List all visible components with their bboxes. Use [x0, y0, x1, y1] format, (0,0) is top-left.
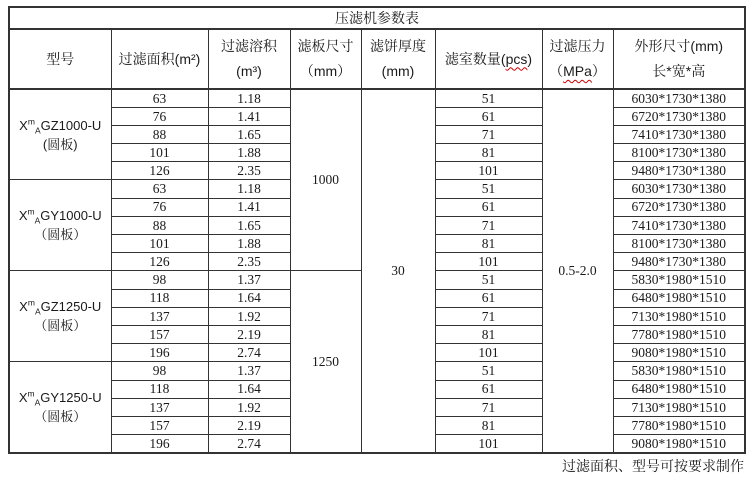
cell-dims: 5830*1980*1510 — [613, 362, 745, 380]
cell-area: 88 — [111, 125, 208, 143]
cell-dims: 7780*1980*1510 — [613, 325, 745, 343]
model-note: （圆板） — [34, 318, 87, 334]
cell-dims: 7130*1980*1510 — [613, 307, 745, 325]
model-rest: GY1250-U — [40, 390, 102, 406]
cell-area: 196 — [111, 344, 208, 362]
cell-area: 63 — [111, 89, 208, 107]
cell-area: 126 — [111, 162, 208, 180]
cell-chambers: 101 — [435, 253, 542, 271]
cell-chambers: 61 — [435, 107, 542, 125]
cell-volume: 1.88 — [208, 235, 290, 253]
cell-dims: 7410*1730*1380 — [613, 125, 745, 143]
cell-plate-size: 1000 — [290, 89, 361, 271]
cell-area: 157 — [111, 416, 208, 434]
cell-chambers: 51 — [435, 89, 542, 107]
cell-volume: 2.74 — [208, 435, 290, 453]
col-header-pressure-unit: （MPa） — [549, 63, 606, 79]
cell-area: 63 — [111, 180, 208, 198]
col-header-area — [111, 29, 208, 89]
cell-dims: 6030*1730*1380 — [613, 180, 745, 198]
model-base: X — [18, 208, 28, 224]
cell-area: 88 — [111, 216, 208, 234]
cell-dims: 6480*1980*1510 — [613, 380, 745, 398]
model-name — [10, 388, 111, 407]
cell-dims: 5830*1980*1510 — [613, 271, 745, 289]
col-header-model-label: 型号 — [46, 50, 75, 67]
col-header-area-label: 过滤面积(m²) — [118, 50, 201, 67]
model-rest: GZ1250-U — [40, 299, 102, 315]
cell-area: 98 — [111, 362, 208, 380]
cell-volume: 1.18 — [208, 180, 290, 198]
cell-dims: 7130*1980*1510 — [613, 398, 745, 416]
model-rest: GY1000-U — [40, 208, 102, 224]
cell-dims: 9480*1730*1380 — [613, 162, 745, 180]
cell-dims: 9480*1730*1380 — [613, 253, 745, 271]
cell-area: 126 — [111, 253, 208, 271]
cell-chambers: 71 — [435, 398, 542, 416]
cell-volume: 2.19 — [208, 325, 290, 343]
cell-volume: 1.65 — [208, 125, 290, 143]
col-header-chambers — [435, 29, 542, 89]
cell-volume: 1.41 — [208, 107, 290, 125]
cell-area: 101 — [111, 235, 208, 253]
model-name — [10, 206, 111, 225]
cell-chambers: 71 — [435, 125, 542, 143]
model-note: （圆板） — [34, 227, 87, 243]
cell-area: 137 — [111, 307, 208, 325]
cell-area: 118 — [111, 289, 208, 307]
cell-dims: 9080*1980*1510 — [613, 435, 745, 453]
model-base: X — [19, 299, 28, 315]
col-header-model — [9, 29, 111, 89]
cell-volume: 1.37 — [208, 362, 290, 380]
model-sup: m — [27, 207, 35, 218]
cell-dims: 7410*1730*1380 — [613, 216, 745, 234]
cell-cake-thickness: 30 — [361, 89, 435, 453]
table-row — [9, 89, 745, 107]
cell-area: 137 — [111, 398, 208, 416]
cell-dims: 8100*1730*1380 — [613, 144, 745, 162]
cell-dims: 6030*1730*1380 — [613, 89, 745, 107]
cell-chambers: 51 — [435, 271, 542, 289]
cell-chambers: 71 — [435, 307, 542, 325]
model-sup: m — [27, 116, 35, 127]
cell-area: 101 — [111, 144, 208, 162]
table-title: 压滤机参数表 — [9, 7, 745, 29]
col-header-plate-size: 滤板尺寸 （mm） — [290, 29, 361, 89]
cell-dims: 8100*1730*1380 — [613, 235, 745, 253]
model-name — [10, 297, 111, 316]
col-header-dims: 外形尺寸(mm) 长*宽*高 — [613, 29, 745, 89]
cell-volume: 1.37 — [208, 271, 290, 289]
cell-volume: 1.64 — [208, 380, 290, 398]
cell-volume: 1.64 — [208, 289, 290, 307]
col-header-volume: 过滤溶积 (m³) — [208, 29, 290, 89]
cell-volume: 1.65 — [208, 216, 290, 234]
cell-chambers: 101 — [435, 162, 542, 180]
cell-volume: 2.74 — [208, 344, 290, 362]
cell-volume: 2.35 — [208, 253, 290, 271]
model-base: X — [18, 390, 28, 406]
cell-dims: 6720*1730*1380 — [613, 107, 745, 125]
model-sub: A — [34, 397, 41, 408]
cell-chambers: 61 — [435, 198, 542, 216]
cell-volume: 2.35 — [208, 162, 290, 180]
table-body — [9, 89, 745, 453]
model-note: (圆板) — [42, 136, 78, 152]
cell-model — [9, 180, 111, 271]
cell-model — [9, 362, 111, 453]
cell-chambers: 81 — [435, 325, 542, 343]
model-sup: m — [27, 388, 35, 399]
header-row — [9, 29, 745, 89]
cell-dims: 6720*1730*1380 — [613, 198, 745, 216]
cell-volume: 2.19 — [208, 416, 290, 434]
cell-area: 118 — [111, 380, 208, 398]
cell-chambers: 71 — [435, 216, 542, 234]
cell-dims: 9080*1980*1510 — [613, 344, 745, 362]
cell-model — [9, 271, 111, 362]
cell-area: 98 — [111, 271, 208, 289]
model-rest: GZ1000-U — [40, 117, 102, 133]
cell-chambers: 101 — [435, 344, 542, 362]
cell-area: 76 — [111, 107, 208, 125]
cell-volume: 1.92 — [208, 307, 290, 325]
model-sup: m — [27, 298, 35, 309]
model-base: X — [19, 117, 28, 133]
cell-dims: 7780*1980*1510 — [613, 416, 745, 434]
cell-chambers: 51 — [435, 180, 542, 198]
cell-area: 76 — [111, 198, 208, 216]
parameter-table — [8, 6, 746, 454]
spellcheck-mpa: MPa — [563, 63, 592, 79]
model-sub: A — [34, 216, 41, 226]
cell-pressure: 0.5-2.0 — [542, 89, 613, 453]
col-header-pressure: 过滤压力 （MPa） — [542, 29, 613, 89]
cell-volume: 1.18 — [208, 89, 290, 107]
cell-volume: 1.92 — [208, 398, 290, 416]
model-note: （圆板） — [34, 409, 87, 425]
cell-chambers: 51 — [435, 362, 542, 380]
col-header-chambers-label: 滤室数量(pcs) — [444, 50, 533, 67]
cell-chambers: 101 — [435, 435, 542, 453]
cell-volume: 1.88 — [208, 144, 290, 162]
cell-chambers: 81 — [435, 144, 542, 162]
cell-volume: 1.41 — [208, 198, 290, 216]
cell-chambers: 81 — [435, 235, 542, 253]
cell-dims: 6480*1980*1510 — [613, 289, 745, 307]
title-row — [9, 7, 745, 29]
col-header-cake-thickness: 滤饼厚度 (mm) — [361, 29, 435, 89]
cell-model — [9, 89, 111, 180]
footer-note: 过滤面积、型号可按要求制作 — [562, 458, 744, 474]
cell-chambers: 61 — [435, 289, 542, 307]
model-sub: A — [34, 306, 41, 317]
cell-area: 157 — [111, 325, 208, 343]
cell-chambers: 61 — [435, 380, 542, 398]
model-sub: A — [34, 125, 41, 136]
spellcheck-pcs: pcs — [505, 50, 528, 67]
cell-area: 196 — [111, 435, 208, 453]
cell-chambers: 81 — [435, 416, 542, 434]
cell-plate-size: 1250 — [290, 271, 361, 453]
model-name — [10, 116, 111, 135]
